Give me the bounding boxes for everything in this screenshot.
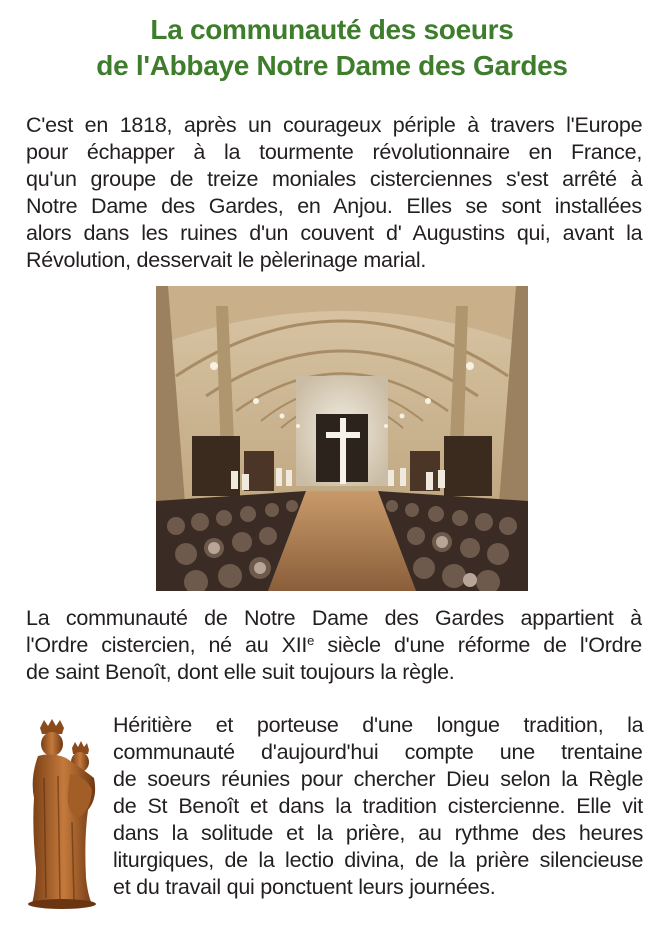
page-title [0, 12, 664, 84]
tradition-line: Héritière et porteuse d'une longue tradition, la [113, 713, 644, 737]
tradition-line: communauté d'aujourd'hui compte une trentaine [113, 740, 643, 764]
order-line [26, 632, 642, 659]
intro-line: pour échapper à la tourmente révolutionnaire en France, [26, 140, 643, 164]
church-interior-photo [156, 286, 528, 591]
tradition-line: de soeurs réunies pour chercher Dieu selon la Règle [113, 767, 644, 791]
title-line-1: La communauté des soeurs [150, 14, 514, 45]
order-line-text: l'Ordre cistercien, né au XII [26, 633, 308, 657]
order-line-text: siècle d'une réforme de l'Ordre [314, 633, 642, 657]
intro-line: qu'un groupe de treize moniales cisterciennes s'est arrêté à [26, 167, 643, 191]
intro-paragraph [26, 112, 642, 274]
intro-line: Révolution, desservait le pèlerinage marial. [26, 248, 427, 272]
order-paragraph [26, 605, 642, 686]
order-line: La communauté de Notre Dame des Gardes appartient à [26, 606, 642, 630]
madonna-statue-icon [22, 718, 104, 910]
intro-line: C'est en 1818, après un courageux périple à travers l'Europe [26, 113, 643, 137]
church-interior-illustration [156, 286, 528, 591]
intro-line: Notre Dame des Gardes, en Anjou. Elles se sont installées [26, 194, 642, 218]
order-line: de saint Benoît, dont elle suit toujours la règle. [26, 660, 455, 684]
tradition-line: dans la solitude et la prière, au rythme des heures [113, 821, 644, 845]
tradition-line: liturgiques, de la lectio divina, de la prière silencieuse [113, 848, 644, 872]
tradition-line: de St Benoît et dans la tradition cistercienne. Elle vit [113, 794, 643, 818]
tradition-paragraph [113, 712, 643, 901]
tradition-line: et du travail qui ponctuent leurs journées. [113, 875, 496, 899]
statue-illustration [22, 718, 104, 910]
intro-line: alors dans les ruines d'un couvent d' Augustins qui, avant la [26, 221, 643, 245]
title-line-2: de l'Abbaye Notre Dame des Gardes [96, 50, 568, 81]
century-superscript: e [307, 633, 315, 648]
